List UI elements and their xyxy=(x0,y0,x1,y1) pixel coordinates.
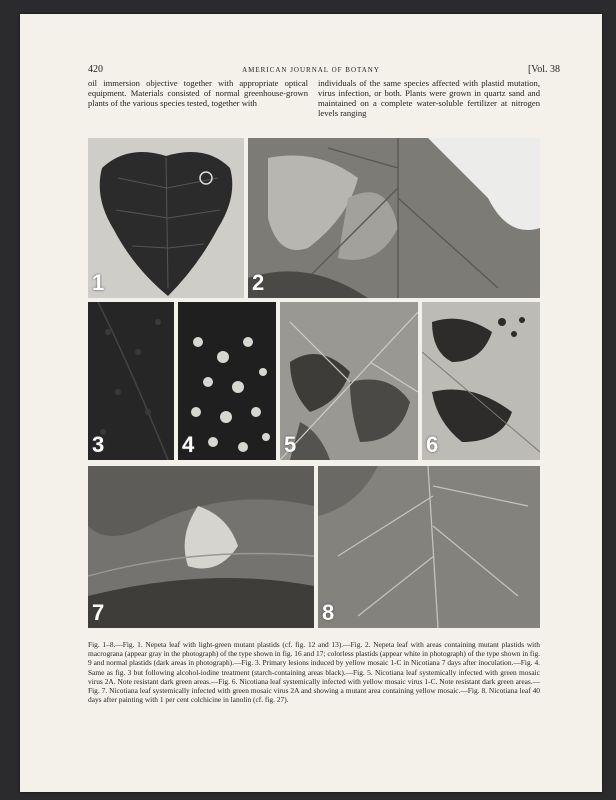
figure-label: 4 xyxy=(182,432,195,457)
figure-label: 8 xyxy=(322,600,335,625)
figure-6-photo xyxy=(422,302,540,460)
nepeta-leaf-photo xyxy=(88,138,244,298)
figure-4-photo xyxy=(178,302,276,460)
body-text-left-column: oil immersion objective together with appropriate optical equipment. Materials consisted of normal greenhouse-grown plants of the various species tested, together with xyxy=(88,78,308,108)
nicotiana-mutant-area-photo xyxy=(88,466,314,628)
journal-title: AMERICAN JOURNAL OF BOTANY xyxy=(242,66,380,74)
figure-5-photo xyxy=(280,302,418,460)
figure-label: 2 xyxy=(252,270,265,295)
nicotiana-green-mosaic-photo xyxy=(280,302,418,460)
volume-label: [Vol. 38 xyxy=(527,64,560,75)
journal-page xyxy=(20,14,602,792)
figure-label: 6 xyxy=(426,432,439,457)
figure-label: 1 xyxy=(92,270,105,295)
figure-label: 3 xyxy=(92,432,105,457)
page-number: 420 xyxy=(88,64,103,75)
nicotiana-yellow-mosaic-photo xyxy=(422,302,540,460)
figure-caption: Fig. 1–8.—Fig. 1. Nepeta leaf with light-green mutant plastids (cf. fig. 12 and 13).—Fig. 2. Nepeta leaf with areas containing mutant plastids with macrograna (appear gray in the photograph) of the type shown in fig. 16 and 17; colorless plastids (appear white in photograph) of the type shown in fig. 9 and normal plastids (dark areas in photograph).—Fig. 3. Primary lesions induced by yellow mosaic 1-C in Nicotiana 7 days after inoculation.—Fig. 4. Same as fig. 3 but following alcohol-iodine treatment (starch-containing areas black).—Fig. 5. Nicotiana leaf systemically infected with green mosaic virus 2A. Note resistant dark green areas.—Fig. 6. Nicotiana leaf systemically infected with yellow mosaic virus 1-C. Note resistant dark green areas.—Fig. 7. Nicotiana leaf systemically infected with green mosaic virus 2A and showing a mutant area containing yellow mosaic.—Fig. 8. Nicotiana leaf 40 days after painting with 1 per cent colchicine in lanolin (cf. fig. 27). xyxy=(88,640,540,705)
figure-label: 5 xyxy=(284,432,297,457)
figure-2-photo xyxy=(248,138,540,298)
figure-label: 7 xyxy=(92,600,105,625)
figure-1-photo xyxy=(88,138,244,298)
body-text-right-column: individuals of the same species affected with plastid mutation, virus infection, or both. Plants were grown in quartz sand and maintained on a complete water-soluble fertilizer at nitrogen levels ranging xyxy=(318,78,540,118)
nepeta-leaf-mutant-areas-photo xyxy=(248,138,540,298)
figure-3-photo xyxy=(88,302,174,460)
nicotiana-colchicine-photo xyxy=(318,466,540,628)
figure-7-photo xyxy=(88,466,314,628)
figure-8-photo xyxy=(318,466,540,628)
